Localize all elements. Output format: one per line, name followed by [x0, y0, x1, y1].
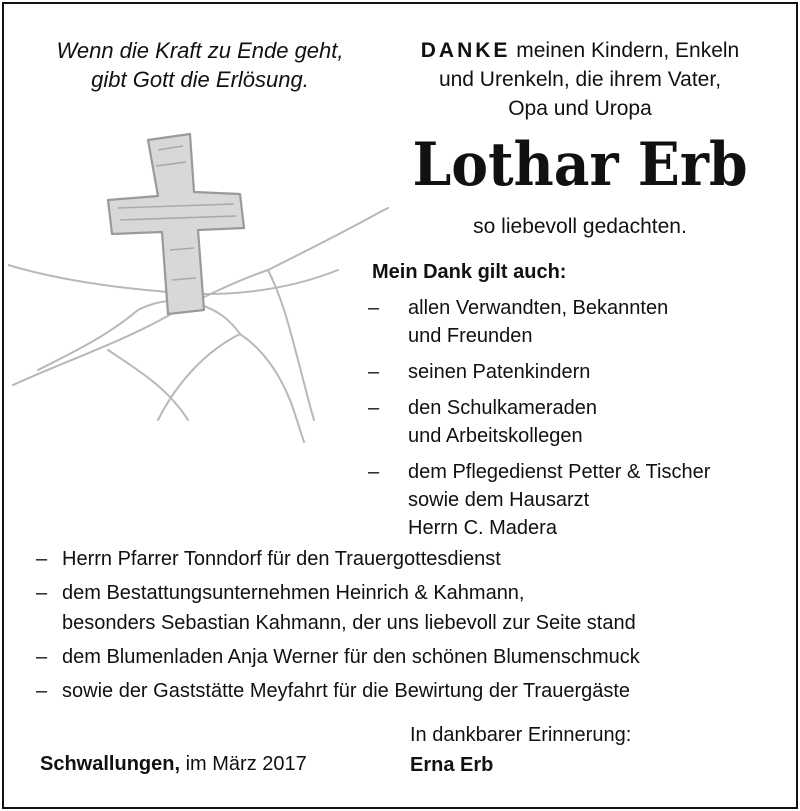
dash: –: [368, 297, 380, 319]
place: Schwallungen,: [40, 753, 181, 775]
list-item-line: sowie der Gaststätte Meyfahrt für die Bewirtung der Trauergäste: [62, 680, 631, 702]
thanks-list-right: [368, 294, 788, 550]
list-item: [36, 544, 796, 574]
date: im März 2017: [180, 753, 307, 775]
thanks-intro: [380, 36, 780, 123]
list-item-line: besonders Sebastian Kahmann, der uns liebevoll zur Seite stand: [62, 612, 636, 634]
list-item-line: und Arbeitskollegen: [408, 425, 583, 447]
thanks-line-3: Opa und Uropa: [508, 97, 652, 120]
thanks-line-1-rest: meinen Kindern, Enkeln: [510, 39, 740, 62]
dash: –: [36, 680, 48, 702]
thanks-line-1: [380, 36, 780, 65]
place-date: [40, 750, 307, 778]
quote-line-1: Wenn die Kraft zu Ende geht,: [56, 38, 344, 63]
list-item-line: den Schulkameraden: [408, 397, 598, 419]
list-item: [368, 294, 788, 350]
dash: –: [368, 461, 380, 483]
list-item-line: sowie dem Hausarzt: [408, 489, 590, 511]
list-item: [36, 578, 796, 638]
cross-on-mountain-icon: [8, 120, 408, 450]
list-item: [368, 458, 788, 542]
list-item: [36, 676, 796, 706]
lovingly-line: so liebevoll gedachten.: [473, 215, 687, 238]
thanks-heading: Mein Dank gilt auch:: [372, 261, 567, 283]
list-item-line: und Freunden: [408, 325, 533, 347]
list-item-line: dem Bestattungsunternehmen Heinrich & Kahmann,: [62, 582, 525, 604]
list-item-line: Herrn Pfarrer Tonndorf für den Trauergottesdienst: [62, 548, 501, 570]
quote-line-2: gibt Gott die Erlösung.: [91, 67, 309, 92]
list-item-line: seinen Patenkindern: [408, 361, 591, 383]
list-item: [368, 394, 788, 450]
deceased-name: Lothar Erb: [412, 130, 748, 200]
thanks-line-2: und Urenkeln, die ihrem Vater,: [438, 68, 722, 91]
list-item-line: dem Blumenladen Anja Werner für den schönen Blumenschmuck: [62, 646, 640, 668]
memory-line: In dankbarer Erinnerung:: [410, 724, 632, 746]
quote: [40, 36, 360, 94]
list-item: [36, 642, 796, 672]
dash: –: [36, 582, 48, 604]
list-item-line: allen Verwandten, Bekannten: [408, 297, 669, 319]
dash: –: [36, 548, 48, 570]
list-item-line: Herrn C. Madera: [408, 517, 557, 539]
signature-block: [410, 720, 631, 780]
thanks-keyword: DANKE: [420, 39, 511, 62]
list-item: [368, 358, 788, 386]
list-item-line: dem Pflegedienst Petter & Tischer: [408, 461, 711, 483]
thanks-list-full: [36, 544, 796, 710]
dash: –: [368, 361, 380, 383]
signer-name: Erna Erb: [410, 754, 494, 776]
dash: –: [36, 646, 48, 668]
dash: –: [368, 397, 380, 419]
